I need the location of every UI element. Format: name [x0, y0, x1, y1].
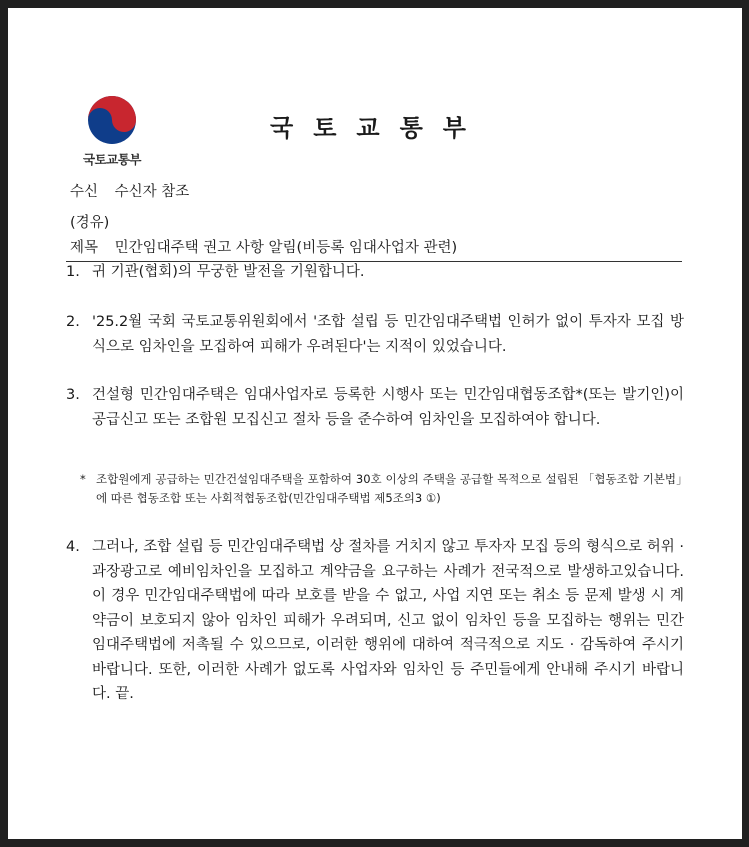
item-number: 2.: [66, 314, 80, 330]
item-text: 그러나, 조합 설립 등 민간임대주택법 상 절차를 거치지 않고 투자자 모집 등의 형식으로 허위 · 과장광고로 예비임차인을 모집하고 계약금을 요구하는 사례가 전국적으로 발생하고있습니다. 이 경우 민간임대주택법에 따라 보호를 받을 수 없고, 사업 지연 또는 취소 등 문제 발생 시 계약금이 보호되지 않아 임차인 피해가 우려되며, 신고 없이 임차인 등을 모집하는 행위는 민간임대주택법에 저촉될 수 있으므로, 이러한 행위에 대하여 적극적으로 지도 · 감독하여 주시기 바랍니다. 또한, 이러한 사례가 없도록 사업자와 임차인 등 주민들에게 안내해 주시기 바랍니다. 끝.: [92, 539, 685, 702]
recipient-value: 수신자 참조: [114, 184, 190, 200]
item-number: 3.: [66, 387, 80, 403]
footnote-mark: *: [80, 472, 86, 486]
body-item-2: [66, 310, 684, 359]
item-number: 1.: [66, 264, 80, 280]
agency-title: 국토교통부: [270, 114, 486, 142]
body-item-1: [66, 260, 684, 285]
item-number: 4.: [66, 539, 80, 555]
body-item-4: [66, 535, 684, 707]
via-label: (경유): [70, 215, 110, 231]
footnote-text: 조합원에게 공급하는 민간건설임대주택을 포함하여 30호 이상의 주택을 공급할 목적으로 설립된 「협동조합 기본법」에 따른 협동조합 또는 사회적협동조합(민간임대주택법 제5조의3 ①): [96, 472, 682, 505]
recipient-line: [70, 182, 189, 202]
item-text: '25.2월 국회 국토교통위원회에서 '조합 설립 등 민간임대주택법 인허가 없이 투자자 모집 방식으로 임차인을 모집하여 피해가 우려된다'는 지적이 있었습니다.: [92, 314, 684, 355]
official-letter-page: [8, 8, 742, 839]
body-item-3: [66, 383, 684, 432]
footnote: [80, 470, 682, 508]
logo-text: 국토교통부: [83, 152, 141, 167]
subject-line: [70, 238, 457, 258]
ministry-logo: [70, 90, 154, 170]
recipient-label: 수신: [70, 184, 99, 200]
subject-value: 민간임대주택 권고 사항 알림(비등록 임대사업자 관련): [114, 240, 458, 256]
item-text: 귀 기관(협회)의 무궁한 발전을 기원합니다.: [92, 264, 365, 280]
taegeuk-emblem-icon: [82, 90, 142, 150]
item-text: 건설형 민간임대주택은 임대사업자로 등록한 시행사 또는 민간임대협동조합*(또는 발기인)이 공급신고 또는 조합원 모집신고 절차 등을 준수하여 임차인을 모집하여야 합니다.: [92, 387, 684, 428]
via-line: [70, 213, 109, 233]
subject-label: 제목: [70, 240, 99, 256]
